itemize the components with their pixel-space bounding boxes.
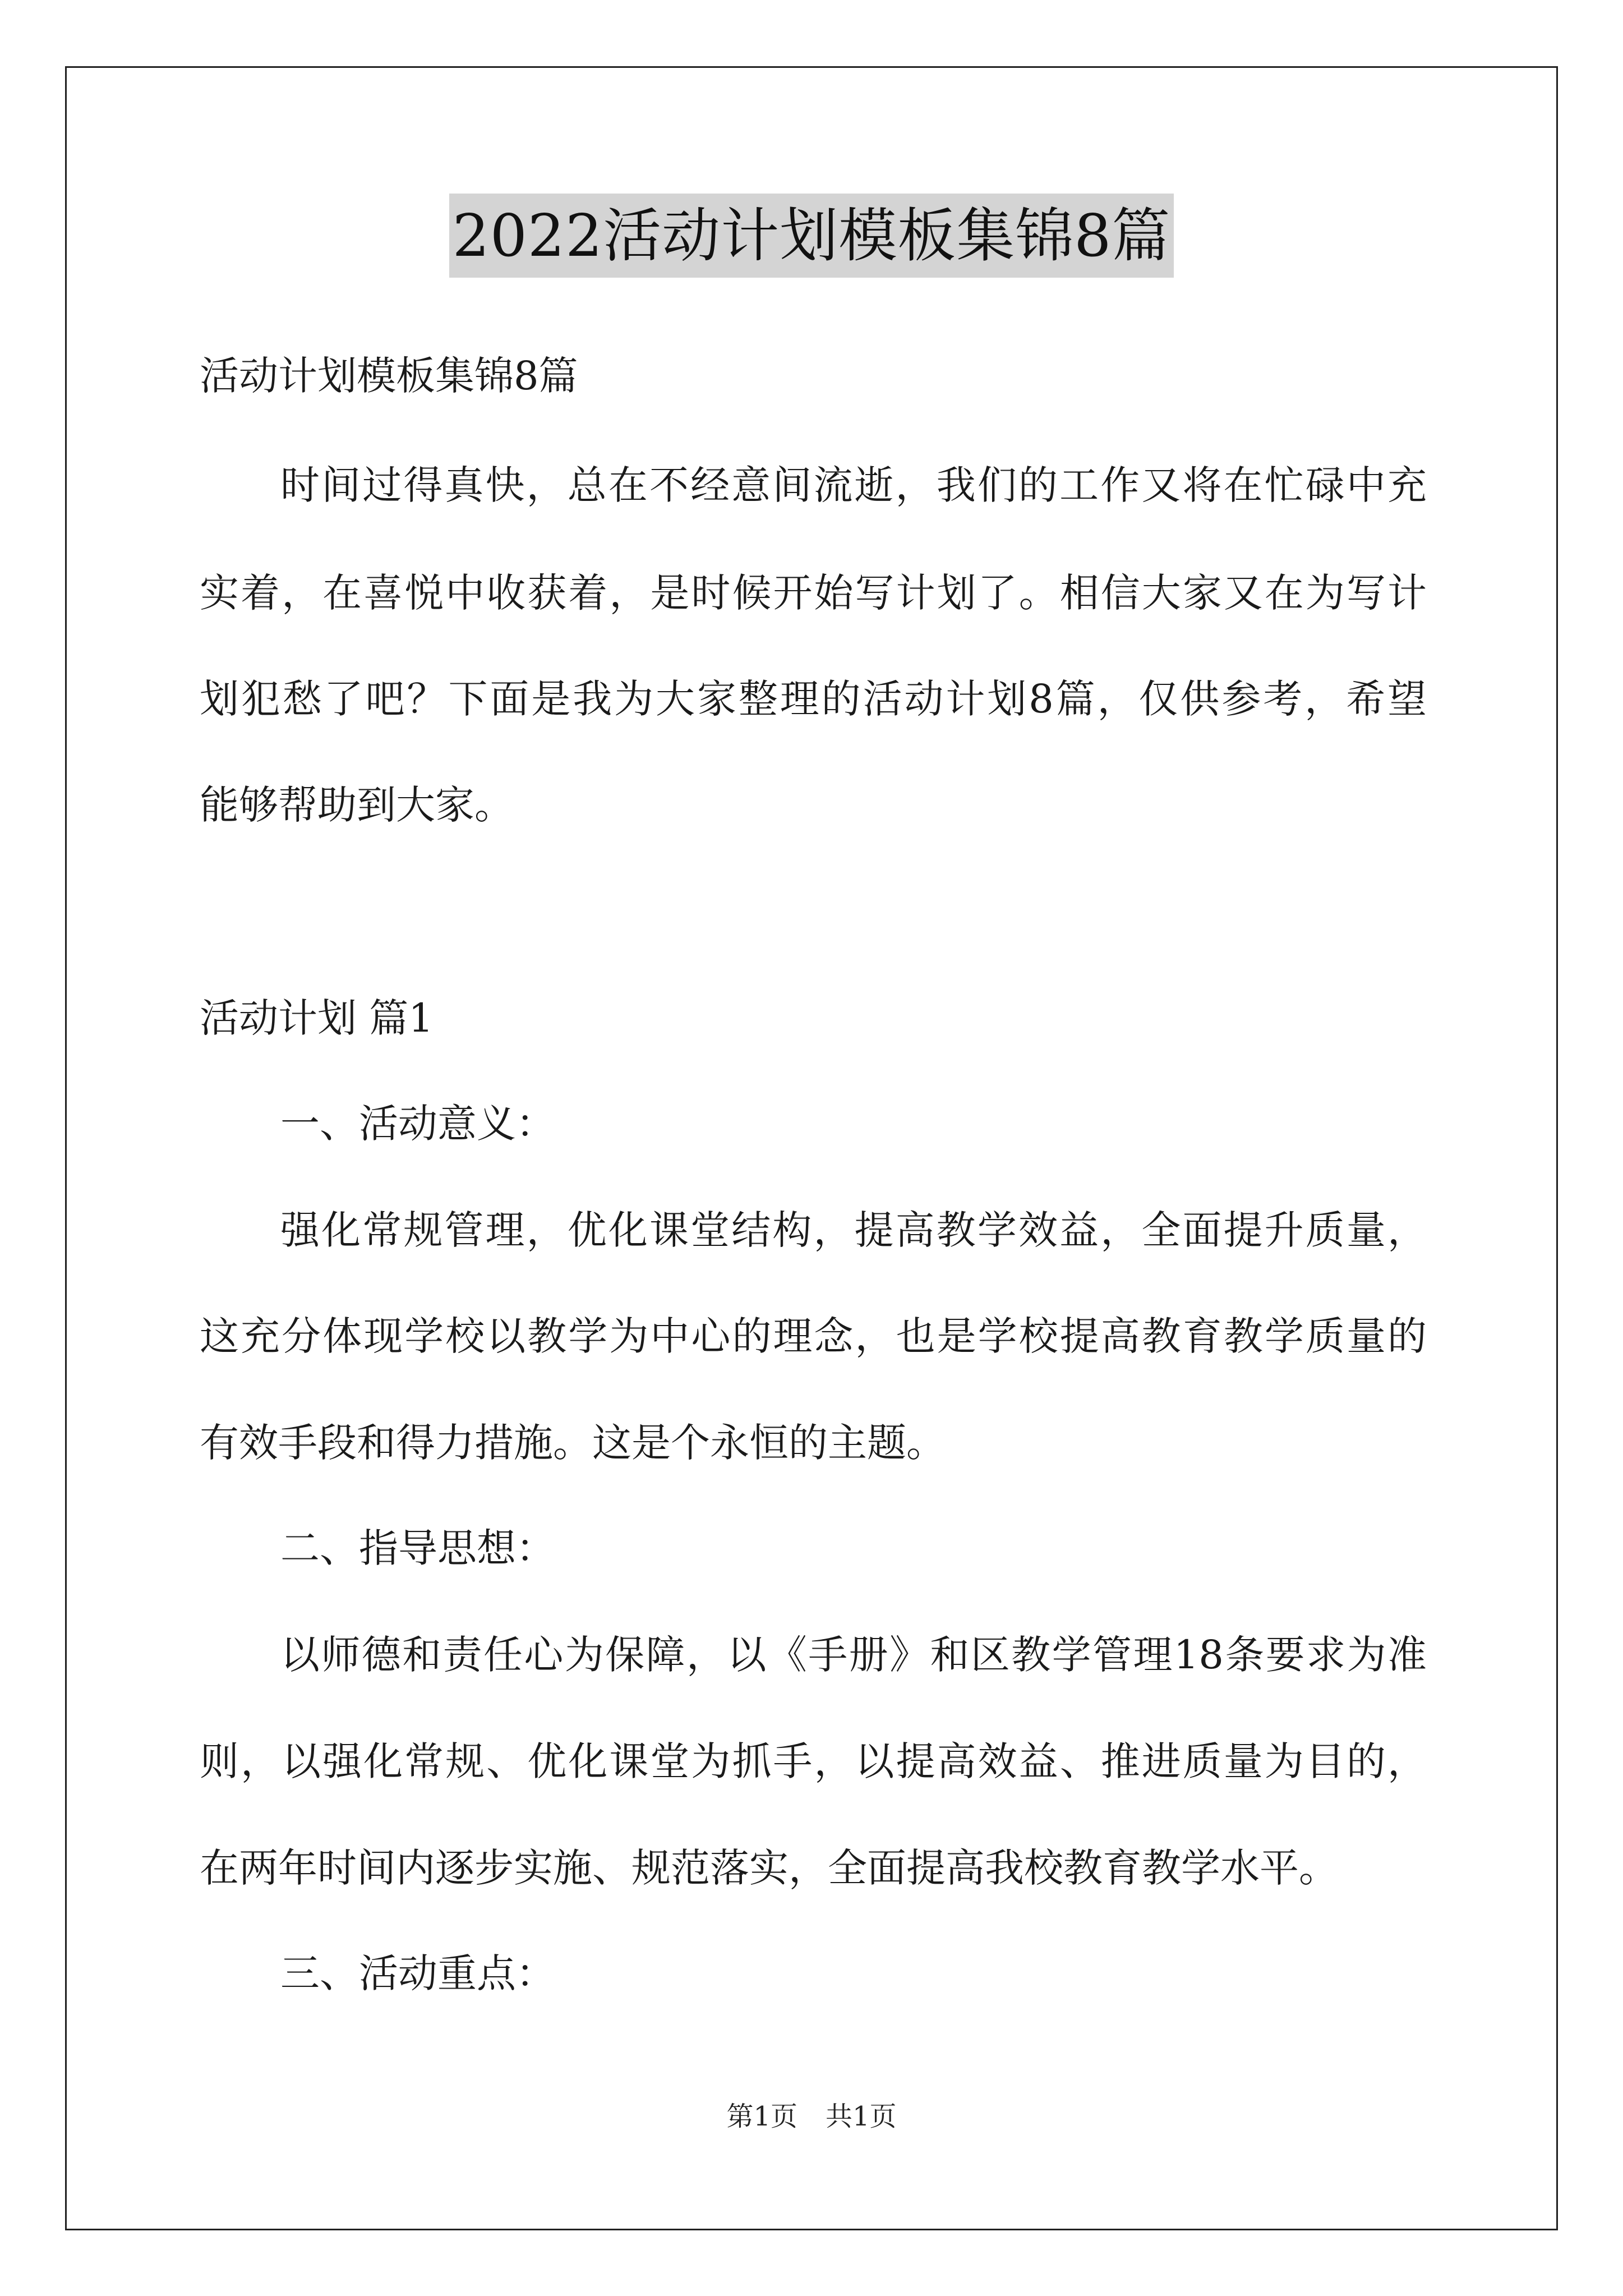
section-heading: 活动计划 篇1 — [200, 995, 434, 1041]
page-number-current: 第1页 — [726, 2101, 797, 2132]
document-subtitle: 活动计划模板集锦8篇 — [200, 353, 578, 399]
part2-line-1: 以师德和责任心为保障，以《手册》和区教学管理18条要求为准 — [280, 1632, 1427, 1678]
page-number-total: 共1页 — [826, 2101, 897, 2132]
part1-line-2: 这充分体现学校以教学为中心的理念，也是学校提高教育教学质量的 — [200, 1313, 1427, 1359]
part2-heading: 二、指导思想： — [280, 1525, 555, 1571]
intro-line-2: 实着，在喜悦中收获着，是时候开始写计划了。相信大家又在为写计 — [200, 570, 1427, 616]
page-footer — [0, 2097, 1623, 2136]
title-container — [0, 194, 1623, 278]
part2-line-3: 在两年时间内逐步实施、规范落实，全面提高我校教育教学水平。 — [200, 1845, 1338, 1891]
part2-line-2: 则，以强化常规、优化课堂为抓手，以提高效益、推进质量为目的， — [200, 1738, 1427, 1784]
intro-line-3: 划犯愁了吧？下面是我为大家整理的活动计划8篇，仅供参考，希望 — [200, 676, 1427, 722]
intro-line-1: 时间过得真快，总在不经意间流逝，我们的工作又将在忙碌中充 — [280, 462, 1427, 508]
document-title: 2022活动计划模板集锦8篇 — [449, 194, 1174, 278]
part1-heading: 一、活动意义： — [280, 1101, 555, 1147]
part1-line-3: 有效手段和得力措施。这是个永恒的主题。 — [200, 1420, 946, 1466]
part3-heading: 三、活动重点： — [280, 1950, 555, 1996]
intro-line-4: 能够帮助到大家。 — [200, 782, 514, 828]
part1-line-1: 强化常规管理，优化课堂结构，提高教学效益，全面提升质量， — [280, 1207, 1427, 1253]
